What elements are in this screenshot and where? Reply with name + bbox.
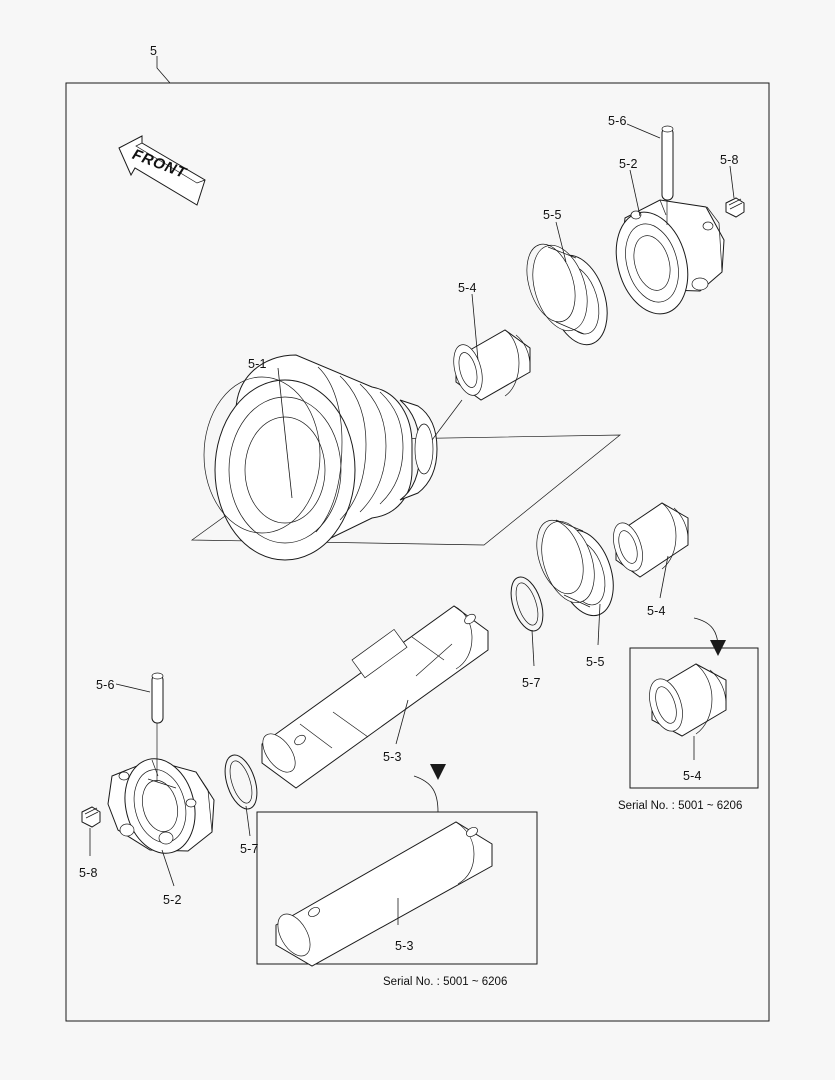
callout-5-7-right: 5-7: [522, 676, 541, 690]
detail-shaft-caption: Serial No. : 5001 ~ 6206: [383, 976, 508, 988]
callout-5-7-left: 5-7: [240, 842, 259, 856]
callout-5-4-detail: 5-4: [683, 769, 702, 783]
axis-line-upper: [432, 400, 462, 440]
part-5-3-shaft: [256, 606, 488, 788]
part-5-5-floating-seal-upper: [518, 238, 617, 352]
part-5-2-bracket-upper: [605, 200, 724, 322]
part-5-1-roller-shell: [204, 355, 437, 560]
callout-5-5-lower: 5-5: [586, 655, 605, 669]
callout-5-3: 5-3: [383, 750, 402, 764]
detail-box-bushing: [630, 618, 758, 788]
part-5-8-plug-upper: [726, 198, 744, 217]
callout-5-3-detail: 5-3: [395, 939, 414, 953]
callout-5: 5: [150, 44, 158, 58]
callout-5-2-lower: 5-2: [163, 893, 182, 907]
callout-5-6-lower: 5-6: [96, 678, 115, 692]
part-5-4-bushing-upper: [449, 330, 530, 400]
callout-5-5-upper: 5-5: [543, 208, 562, 222]
leader-group-5: [157, 56, 170, 83]
part-5-7-oring-right: [505, 573, 549, 635]
part-5-2-bracket-lower: [108, 751, 214, 861]
part-5-8-plug-lower: [82, 807, 100, 827]
callout-5-2-upper: 5-2: [619, 157, 638, 171]
callout-5-1: 5-1: [248, 357, 267, 371]
part-5-7-oring-left: [219, 751, 263, 813]
front-arrow-label: FRONT: [129, 146, 189, 183]
detail-bushing-caption: Serial No. : 5001 ~ 6206: [618, 800, 743, 812]
part-5-4-bushing-lower: [608, 503, 688, 577]
callout-5-8-upper: 5-8: [720, 153, 739, 167]
detail-box-shaft: [257, 764, 537, 966]
callout-5-6-upper: 5-6: [608, 114, 627, 128]
callout-5-4-lower: 5-4: [647, 604, 666, 618]
callout-5-8-lower: 5-8: [79, 866, 98, 880]
callout-5-4-upper: 5-4: [458, 281, 477, 295]
